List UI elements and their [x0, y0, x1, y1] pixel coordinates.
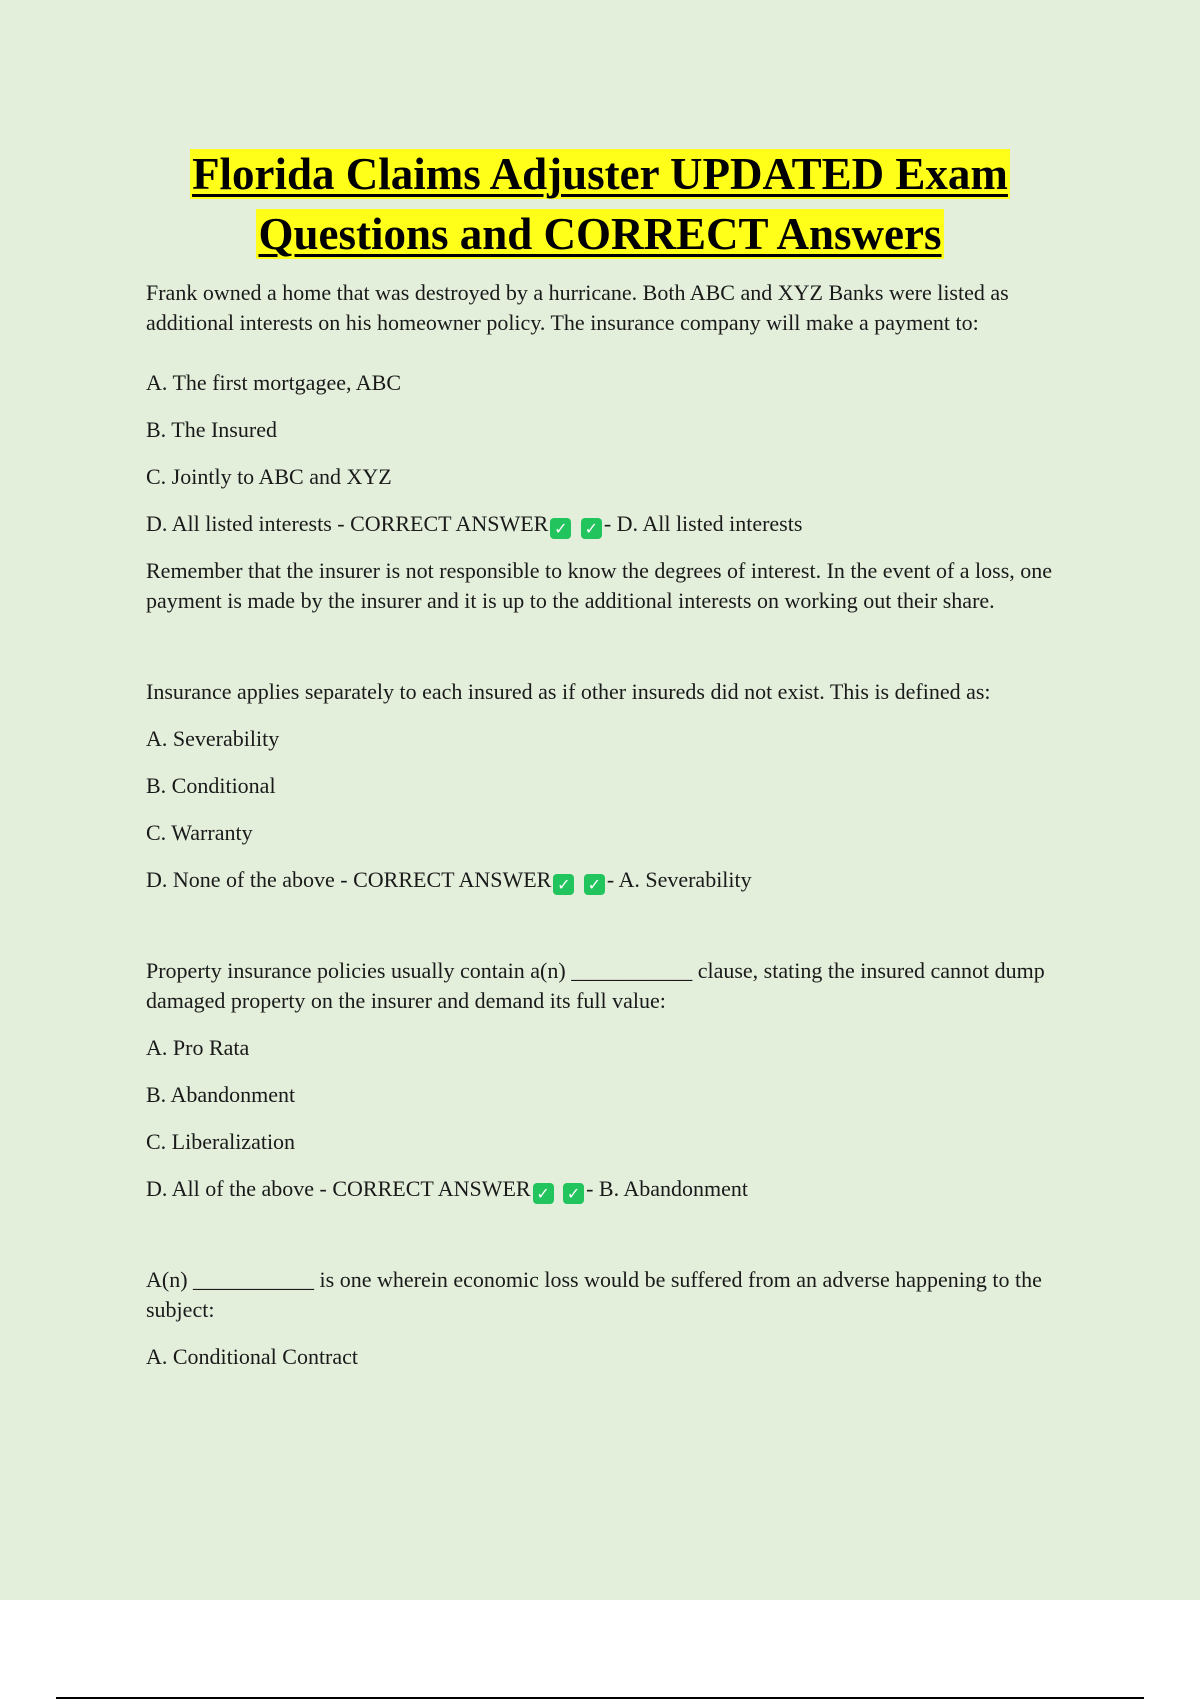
explanation-text: Remember that the insurer is not responsible to know the degrees of interest. In the event of a loss, one payment is made by the insurer and it is up to the additional interests on working out their share.	[146, 558, 1053, 613]
check-mark-icon: ✓	[553, 874, 574, 895]
option-item: B. Abandonment	[146, 1082, 296, 1107]
answer-text: - B. Abandonment	[586, 1176, 749, 1201]
option-item: B. Conditional	[146, 773, 276, 798]
option-item: D. All listed interests	[146, 511, 332, 536]
correct-answer-label: - CORRECT ANSWER	[340, 867, 552, 892]
answer-text: - D. All listed interests	[603, 511, 803, 536]
question-text: Property insurance policies usually contain a(n) ___________ clause, stating the insured cannot dump damaged property on the insurer and demand its full value:	[146, 958, 1045, 1013]
option-item: D. None of the above	[146, 867, 335, 892]
answer-line	[146, 1174, 1086, 1204]
option-item: A. Conditional Contract	[146, 1344, 359, 1369]
option-item: B. The Insured	[146, 417, 277, 442]
title-line-1: Florida Claims Adjuster UPDATED Exam	[192, 149, 1008, 199]
option-item: A. Severability	[146, 726, 280, 751]
check-mark-icon: ✓	[533, 1183, 554, 1204]
check-mark-icon: ✓	[581, 518, 602, 539]
title-line-2: Questions and CORRECT Answers	[258, 209, 942, 259]
option-item: C. Warranty	[146, 820, 253, 845]
document-body	[146, 278, 1086, 1389]
option-item: C. Liberalization	[146, 1129, 296, 1154]
question-text: Frank owned a home that was destroyed by a hurricane. Both ABC and XYZ Banks were listed as additional interests on his homeowner policy. The insurance company will make a payment to:	[146, 280, 1009, 335]
check-mark-icon: ✓	[584, 874, 605, 895]
answer-line	[146, 509, 1086, 539]
option-item: D. All of the above	[146, 1176, 315, 1201]
correct-answer-label: - CORRECT ANSWER	[319, 1176, 531, 1201]
option-item: A. Pro Rata	[146, 1035, 250, 1060]
answer-line	[146, 865, 1086, 895]
option-item: C. Jointly to ABC and XYZ	[146, 464, 392, 489]
answer-text: - A. Severability	[606, 867, 752, 892]
footer-divider	[56, 1697, 1144, 1699]
question-text: A(n) ___________ is one wherein economic loss would be suffered from an adverse happening to the subject:	[146, 1267, 1042, 1322]
question-text: Insurance applies separately to each insured as if other insureds did not exist. This is defined as:	[146, 679, 991, 704]
check-mark-icon: ✓	[550, 518, 571, 539]
correct-answer-label: - CORRECT ANSWER	[337, 511, 549, 536]
check-mark-icon: ✓	[563, 1183, 584, 1204]
document-title	[0, 144, 1200, 264]
option-item: A. The first mortgagee, ABC	[146, 370, 401, 395]
